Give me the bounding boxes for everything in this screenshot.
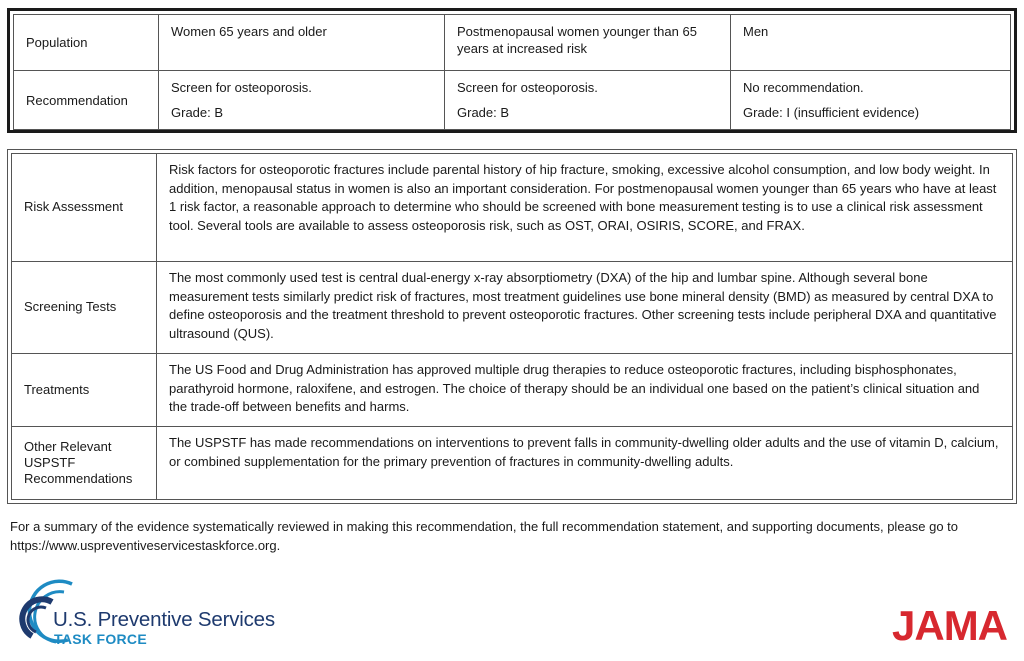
recommendation-cell-women-65-older — [159, 71, 445, 130]
details-row-other-recommendations — [12, 427, 1013, 500]
details-label: Treatments — [12, 354, 157, 427]
details-label: Other Relevant USPSTF Recommendations — [12, 427, 157, 500]
uspstf-logo-title: U.S. Preventive Services — [53, 608, 275, 631]
details-table — [7, 149, 1017, 504]
details-label: Screening Tests — [12, 262, 157, 354]
details-text: Risk factors for osteoporotic fractures include parental history of hip fracture, smoking, excessive alcohol consumption, and low body weight. In addition, menopausal status in women is also an important consideration. For postmenopausal women younger than 65 years who have at least 1 risk factor, a reasonable approach to determine who should be screened with bone measurement testing is to use a clinical risk assessment tool. Several tools are available to assess osteoporosis risk, such as OST, ORAI, OSIRIS, SCORE, and FRAX. — [157, 154, 1013, 262]
jama-logo: JAMA — [892, 602, 1008, 649]
details-row-screening-tests — [12, 262, 1013, 354]
details-row-risk-assessment — [12, 154, 1013, 262]
population-label: Population — [14, 15, 159, 71]
population-men: Men — [731, 15, 1011, 71]
recommendation-table — [7, 8, 1017, 133]
recommendation-label: Recommendation — [14, 71, 159, 130]
uspstf-logo-subtitle: TASK FORCE — [54, 631, 147, 647]
recommendation-grade: Grade: B — [171, 105, 224, 120]
uspstf-logo — [8, 578, 278, 648]
recommendation-grade: Grade: B — [457, 105, 510, 120]
population-women-65-older: Women 65 years and older — [159, 15, 445, 71]
recommendation-action: Screen for osteoporosis. — [457, 80, 598, 95]
footnote: For a summary of the evidence systematically reviewed in making this recommendation, the full recommendation statement, and supporting documents, please go to https://www.uspreventiveservicestaskforce.org. — [10, 519, 959, 553]
recommendation-row — [14, 71, 1011, 130]
recommendation-cell-men — [731, 71, 1011, 130]
recommendation-cell-postmenopausal — [445, 71, 731, 130]
details-text: The most commonly used test is central dual-energy x-ray absorptiometry (DXA) of the hip and lumbar spine. Although several bone measurement tests similarly predict risk of fractures, most treatment guidelines use bone mineral density (BMD) as measured by central DXA to define osteoporosis and the treatment threshold to prevent osteoporotic fractures. Other screening tests include peripheral DXA and quantitative ultrasound (QUS). — [157, 262, 1013, 354]
details-row-treatments — [12, 354, 1013, 427]
recommendation-action: No recommendation. — [743, 80, 864, 95]
population-row — [14, 15, 1011, 71]
details-text: The USPSTF has made recommendations on interventions to prevent falls in community-dwelling older adults and the use of vitamin D, calcium, or combined supplementation for the primary prevention of fractures in community-dwelling adults. — [157, 427, 1013, 500]
details-text: The US Food and Drug Administration has approved multiple drug therapies to reduce osteoporotic fractures, including bisphosphonates, parathyroid hormone, raloxifene, and estrogen. The choice of therapy should be an individual one based on the patient’s clinical situation and the trade-off between benefits and harms. — [157, 354, 1013, 427]
details-label: Risk Assessment — [12, 154, 157, 262]
recommendation-action: Screen for osteoporosis. — [171, 80, 312, 95]
population-postmenopausal-younger-65: Postmenopausal women younger than 65 years at increased risk — [445, 15, 731, 71]
recommendation-grade: Grade: I (insufficient evidence) — [743, 105, 920, 120]
